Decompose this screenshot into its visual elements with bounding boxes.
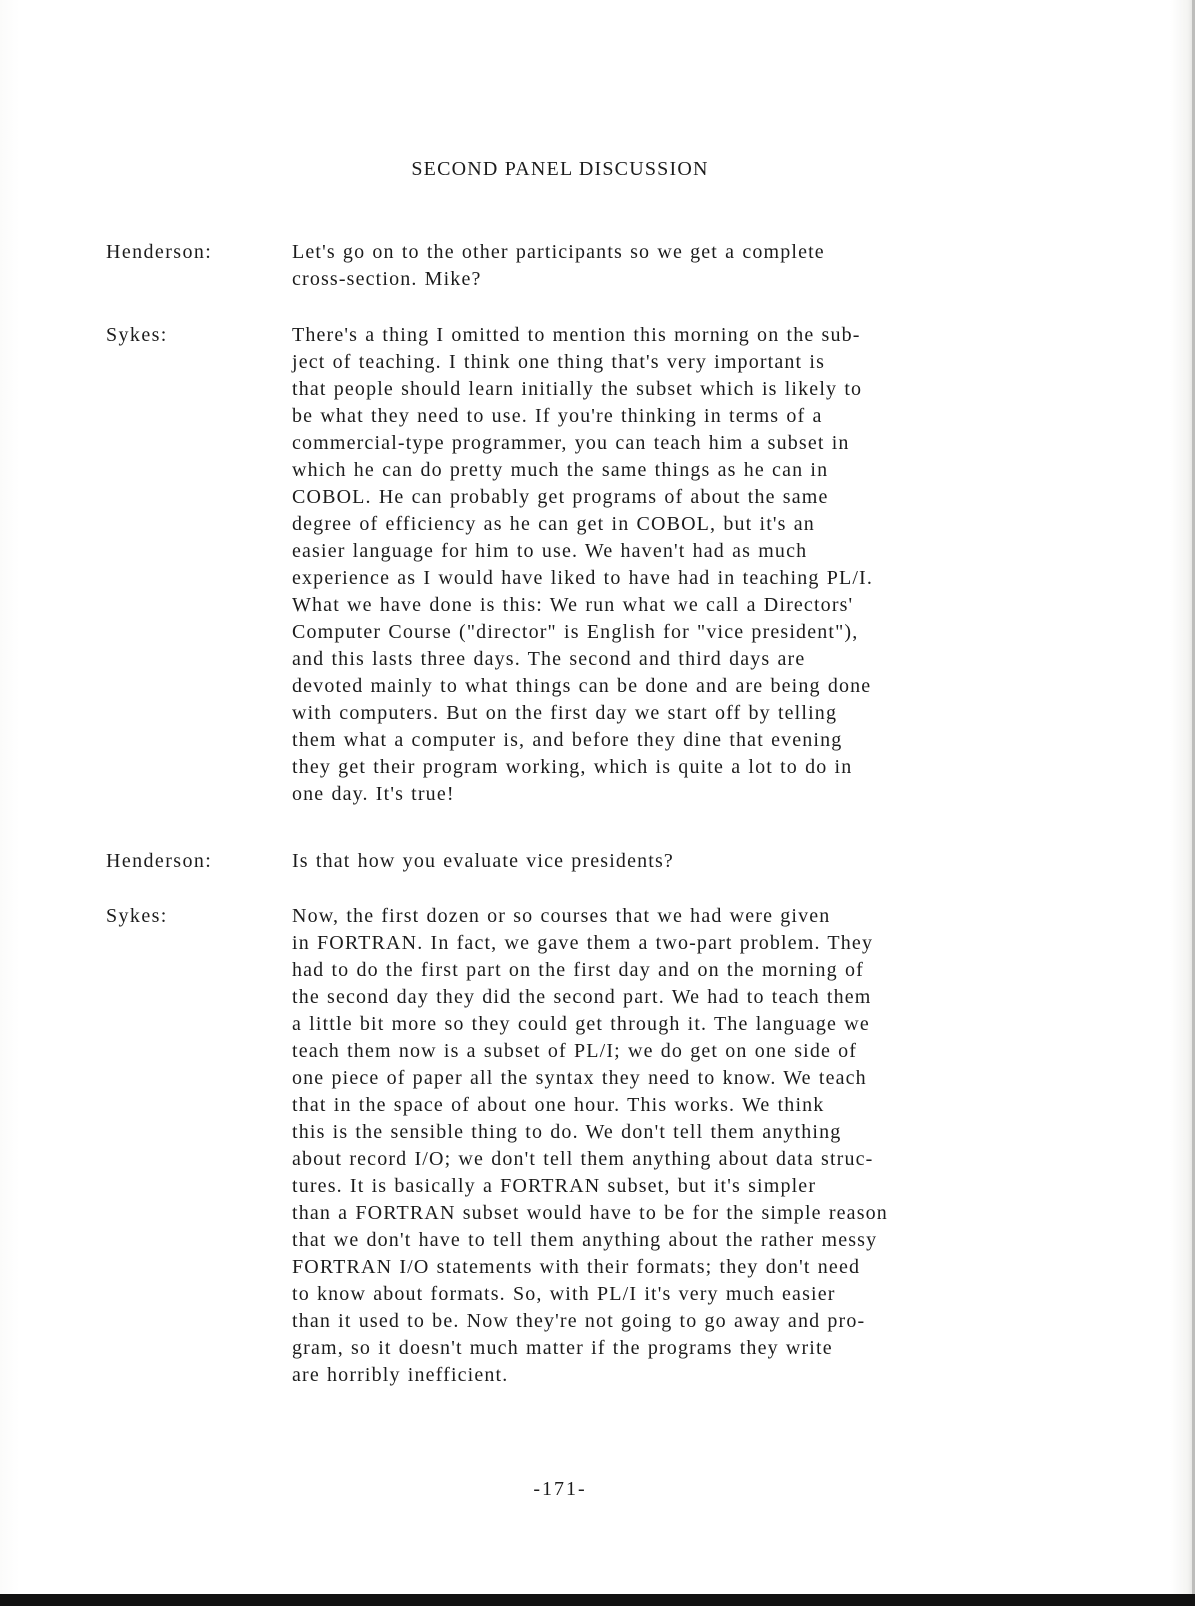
speech-line: which he can do pretty much the same things as he can in — [292, 459, 829, 481]
speech-line: are horribly inefficient. — [292, 1364, 509, 1386]
speech-line: commercial-type programmer, you can teach him a subset in — [292, 432, 850, 454]
speech-line: them what a computer is, and before they dine that evening — [292, 729, 843, 751]
speech-line: There's a thing I omitted to mention this morning on the sub- — [292, 324, 861, 346]
speech-line: in FORTRAN. In fact, we gave them a two-part problem. They — [292, 932, 874, 954]
speech-line: one piece of paper all the syntax they need to know. We teach — [292, 1067, 867, 1089]
speaker-name: Sykes: — [106, 905, 168, 927]
speech-line: ject of teaching. I think one thing that's very important is — [292, 351, 826, 373]
speech-line: one day. It's true! — [292, 783, 455, 805]
speech-line: they get their program working, which is quite a lot to do in — [292, 756, 853, 778]
speech-text — [292, 903, 888, 1389]
speech-line: Let's go on to the other participants so we get a complete — [292, 241, 825, 263]
speaker-name: Henderson: — [106, 850, 213, 872]
speech-text — [292, 322, 873, 808]
speech-line: than it used to be. Now they're not going to go away and pro- — [292, 1310, 866, 1332]
speech-line: devoted mainly to what things can be done and are being done — [292, 675, 872, 697]
speech-line: degree of efficiency as he can get in COBOL, but it's an — [292, 513, 815, 535]
speech-line: easier language for him to use. We haven't had as much — [292, 540, 808, 562]
page-number: -171- — [533, 1478, 587, 1500]
speech-line: cross-section. Mike? — [292, 268, 482, 290]
speech-line: tures. It is basically a FORTRAN subset, but it's simpler — [292, 1175, 817, 1197]
speech-text — [292, 239, 825, 293]
speech-line: FORTRAN I/O statements with their formats; they don't need — [292, 1256, 861, 1278]
scan-edge-bottom — [0, 1594, 1195, 1606]
speech-line: teach them now is a subset of PL/I; we do get on one side of — [292, 1040, 858, 1062]
speech-line: a little bit more so they could get through it. The language we — [292, 1013, 870, 1035]
speech-line: Is that how you evaluate vice presidents? — [292, 850, 674, 872]
speaker-name: Henderson: — [106, 241, 213, 263]
speech-line: the second day they did the second part. We had to teach them — [292, 986, 872, 1008]
speech-line: that people should learn initially the subset which is likely to — [292, 378, 863, 400]
speech-line: What we have done is this: We run what we call a Directors' — [292, 594, 854, 616]
speech-line: Now, the first dozen or so courses that we had were given — [292, 905, 831, 927]
speech-line: had to do the first part on the first day and on the morning of — [292, 959, 864, 981]
speech-line: that we don't have to tell them anything about the rather messy — [292, 1229, 878, 1251]
speech-line: COBOL. He can probably get programs of about the same — [292, 486, 829, 508]
speech-line: gram, so it doesn't much matter if the programs they write — [292, 1337, 833, 1359]
speech-line: to know about formats. So, with PL/I it's very much easier — [292, 1283, 836, 1305]
speaker-name: Sykes: — [106, 324, 168, 346]
speech-line: with computers. But on the first day we start off by telling — [292, 702, 838, 724]
speech-line: Computer Course ("director" is English for "vice president"), — [292, 621, 859, 643]
speech-line: be what they need to use. If you're thinking in terms of a — [292, 405, 823, 427]
speech-text — [292, 848, 674, 875]
speech-line: experience as I would have liked to have had in teaching PL/I. — [292, 567, 874, 589]
speech-line: this is the sensible thing to do. We don't tell them anything — [292, 1121, 842, 1143]
page-title: SECOND PANEL DISCUSSION — [411, 158, 709, 180]
speech-line: that in the space of about one hour. This works. We think — [292, 1094, 825, 1116]
speech-line: than a FORTRAN subset would have to be for the simple reason — [292, 1202, 888, 1224]
speech-line: about record I/O; we don't tell them anything about data struc- — [292, 1148, 874, 1170]
speech-line: and this lasts three days. The second and third days are — [292, 648, 806, 670]
